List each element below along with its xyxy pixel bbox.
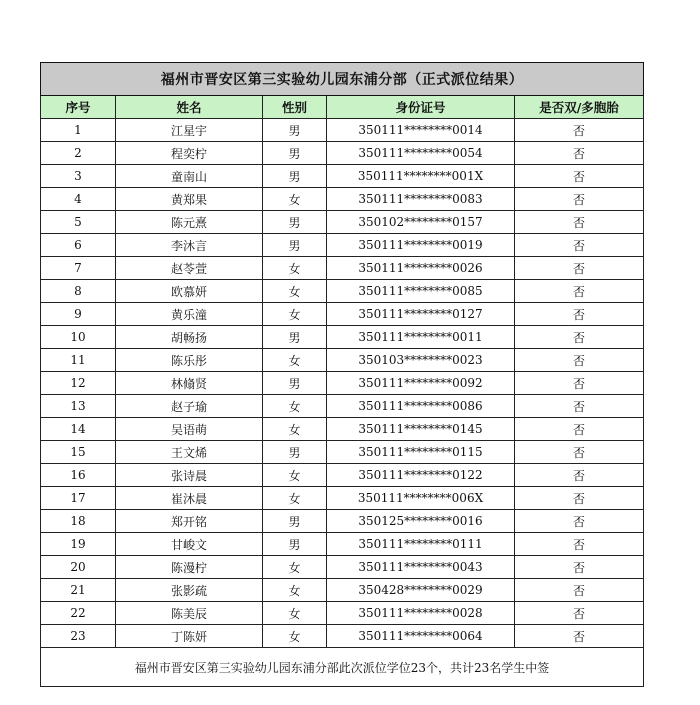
cell-twins: 否 [515, 234, 644, 257]
cell-twins: 否 [515, 556, 644, 579]
cell-id-number: 350111********0054 [327, 142, 515, 165]
header-twins: 是否双/多胞胎 [515, 96, 644, 119]
cell-index: 22 [41, 602, 116, 625]
cell-twins: 否 [515, 441, 644, 464]
table-body [41, 119, 644, 648]
cell-name: 甘峻文 [116, 533, 263, 556]
cell-gender: 女 [263, 188, 327, 211]
cell-name: 吴语萌 [116, 418, 263, 441]
cell-gender: 男 [263, 372, 327, 395]
header-id-number: 身份证号 [327, 96, 515, 119]
cell-twins: 否 [515, 303, 644, 326]
table-row [41, 579, 644, 602]
cell-gender: 女 [263, 487, 327, 510]
cell-gender: 男 [263, 142, 327, 165]
cell-gender: 男 [263, 165, 327, 188]
cell-index: 13 [41, 395, 116, 418]
cell-name: 黄乐潼 [116, 303, 263, 326]
cell-index: 20 [41, 556, 116, 579]
table-row [41, 211, 644, 234]
cell-index: 16 [41, 464, 116, 487]
cell-twins: 否 [515, 464, 644, 487]
cell-id-number: 350111********0092 [327, 372, 515, 395]
cell-gender: 女 [263, 464, 327, 487]
cell-gender: 男 [263, 119, 327, 142]
table-footer-note: 福州市晋安区第三实验幼儿园东浦分部此次派位学位23个，共计23名学生中签 [41, 648, 644, 687]
cell-name: 程奕柠 [116, 142, 263, 165]
cell-twins: 否 [515, 487, 644, 510]
cell-twins: 否 [515, 257, 644, 280]
table-row [41, 441, 644, 464]
table-row [41, 418, 644, 441]
table-title: 福州市晋安区第三实验幼儿园东浦分部（正式派位结果） [41, 63, 644, 96]
cell-gender: 男 [263, 234, 327, 257]
cell-index: 23 [41, 625, 116, 648]
cell-id-number: 350111********0083 [327, 188, 515, 211]
cell-twins: 否 [515, 119, 644, 142]
cell-index: 7 [41, 257, 116, 280]
cell-gender: 女 [263, 395, 327, 418]
cell-index: 15 [41, 441, 116, 464]
cell-index: 21 [41, 579, 116, 602]
cell-id-number: 350125********0016 [327, 510, 515, 533]
cell-name: 欧慕妍 [116, 280, 263, 303]
cell-id-number: 350102********0157 [327, 211, 515, 234]
cell-id-number: 350111********001X [327, 165, 515, 188]
cell-gender: 女 [263, 303, 327, 326]
cell-gender: 男 [263, 510, 327, 533]
cell-twins: 否 [515, 372, 644, 395]
cell-name: 林翛贤 [116, 372, 263, 395]
cell-twins: 否 [515, 418, 644, 441]
table-row [41, 326, 644, 349]
cell-index: 8 [41, 280, 116, 303]
cell-name: 张诗晨 [116, 464, 263, 487]
cell-gender: 女 [263, 257, 327, 280]
cell-id-number: 350428********0029 [327, 579, 515, 602]
cell-twins: 否 [515, 349, 644, 372]
cell-twins: 否 [515, 395, 644, 418]
cell-name: 郑开铭 [116, 510, 263, 533]
cell-twins: 否 [515, 165, 644, 188]
cell-name: 胡畅扬 [116, 326, 263, 349]
cell-index: 12 [41, 372, 116, 395]
cell-name: 丁陈妍 [116, 625, 263, 648]
cell-gender: 女 [263, 556, 327, 579]
cell-gender: 女 [263, 579, 327, 602]
cell-gender: 男 [263, 326, 327, 349]
cell-gender: 男 [263, 441, 327, 464]
cell-index: 18 [41, 510, 116, 533]
cell-twins: 否 [515, 326, 644, 349]
cell-twins: 否 [515, 533, 644, 556]
cell-name: 陈元熹 [116, 211, 263, 234]
cell-id-number: 350111********0011 [327, 326, 515, 349]
cell-id-number: 350111********0085 [327, 280, 515, 303]
cell-gender: 男 [263, 533, 327, 556]
cell-name: 江星宇 [116, 119, 263, 142]
cell-name: 陈漫柠 [116, 556, 263, 579]
table-row [41, 533, 644, 556]
cell-id-number: 350111********0127 [327, 303, 515, 326]
cell-twins: 否 [515, 579, 644, 602]
table-row [41, 142, 644, 165]
title-row [41, 63, 644, 96]
cell-index: 14 [41, 418, 116, 441]
cell-name: 张影疏 [116, 579, 263, 602]
cell-name: 崔沐晨 [116, 487, 263, 510]
header-gender: 性别 [263, 96, 327, 119]
cell-gender: 男 [263, 211, 327, 234]
cell-index: 2 [41, 142, 116, 165]
table-row [41, 625, 644, 648]
cell-id-number: 350111********0064 [327, 625, 515, 648]
cell-index: 11 [41, 349, 116, 372]
placement-results-document [40, 62, 643, 687]
cell-twins: 否 [515, 211, 644, 234]
cell-id-number: 350111********0111 [327, 533, 515, 556]
cell-twins: 否 [515, 188, 644, 211]
table-row [41, 119, 644, 142]
table-row [41, 188, 644, 211]
cell-id-number: 350111********0086 [327, 395, 515, 418]
header-name: 姓名 [116, 96, 263, 119]
results-table [40, 62, 644, 687]
table-row [41, 395, 644, 418]
cell-index: 3 [41, 165, 116, 188]
cell-id-number: 350111********006X [327, 487, 515, 510]
cell-id-number: 350111********0028 [327, 602, 515, 625]
table-row [41, 349, 644, 372]
table-row [41, 280, 644, 303]
header-row [41, 96, 644, 119]
cell-id-number: 350111********0115 [327, 441, 515, 464]
cell-name: 王文烯 [116, 441, 263, 464]
cell-gender: 女 [263, 349, 327, 372]
table-row [41, 303, 644, 326]
cell-index: 4 [41, 188, 116, 211]
cell-index: 6 [41, 234, 116, 257]
table-row [41, 487, 644, 510]
cell-name: 赵子瑜 [116, 395, 263, 418]
cell-id-number: 350111********0026 [327, 257, 515, 280]
cell-twins: 否 [515, 625, 644, 648]
table-row [41, 234, 644, 257]
cell-index: 5 [41, 211, 116, 234]
cell-gender: 女 [263, 625, 327, 648]
cell-gender: 女 [263, 280, 327, 303]
cell-name: 李沐言 [116, 234, 263, 257]
cell-gender: 女 [263, 418, 327, 441]
cell-name: 陈美辰 [116, 602, 263, 625]
cell-name: 黄郑果 [116, 188, 263, 211]
cell-twins: 否 [515, 510, 644, 533]
table-row [41, 165, 644, 188]
cell-index: 1 [41, 119, 116, 142]
cell-twins: 否 [515, 142, 644, 165]
cell-id-number: 350111********0014 [327, 119, 515, 142]
cell-index: 10 [41, 326, 116, 349]
cell-name: 陈乐彤 [116, 349, 263, 372]
table-row [41, 510, 644, 533]
cell-id-number: 350111********0122 [327, 464, 515, 487]
cell-twins: 否 [515, 602, 644, 625]
table-row [41, 602, 644, 625]
cell-id-number: 350111********0145 [327, 418, 515, 441]
header-index: 序号 [41, 96, 116, 119]
cell-name: 童南山 [116, 165, 263, 188]
cell-name: 赵苓萱 [116, 257, 263, 280]
footer-row [41, 648, 644, 687]
cell-id-number: 350111********0019 [327, 234, 515, 257]
cell-index: 17 [41, 487, 116, 510]
table-row [41, 372, 644, 395]
cell-id-number: 350103********0023 [327, 349, 515, 372]
cell-index: 9 [41, 303, 116, 326]
cell-index: 19 [41, 533, 116, 556]
table-row [41, 464, 644, 487]
cell-gender: 女 [263, 602, 327, 625]
table-row [41, 556, 644, 579]
table-row [41, 257, 644, 280]
cell-id-number: 350111********0043 [327, 556, 515, 579]
cell-twins: 否 [515, 280, 644, 303]
